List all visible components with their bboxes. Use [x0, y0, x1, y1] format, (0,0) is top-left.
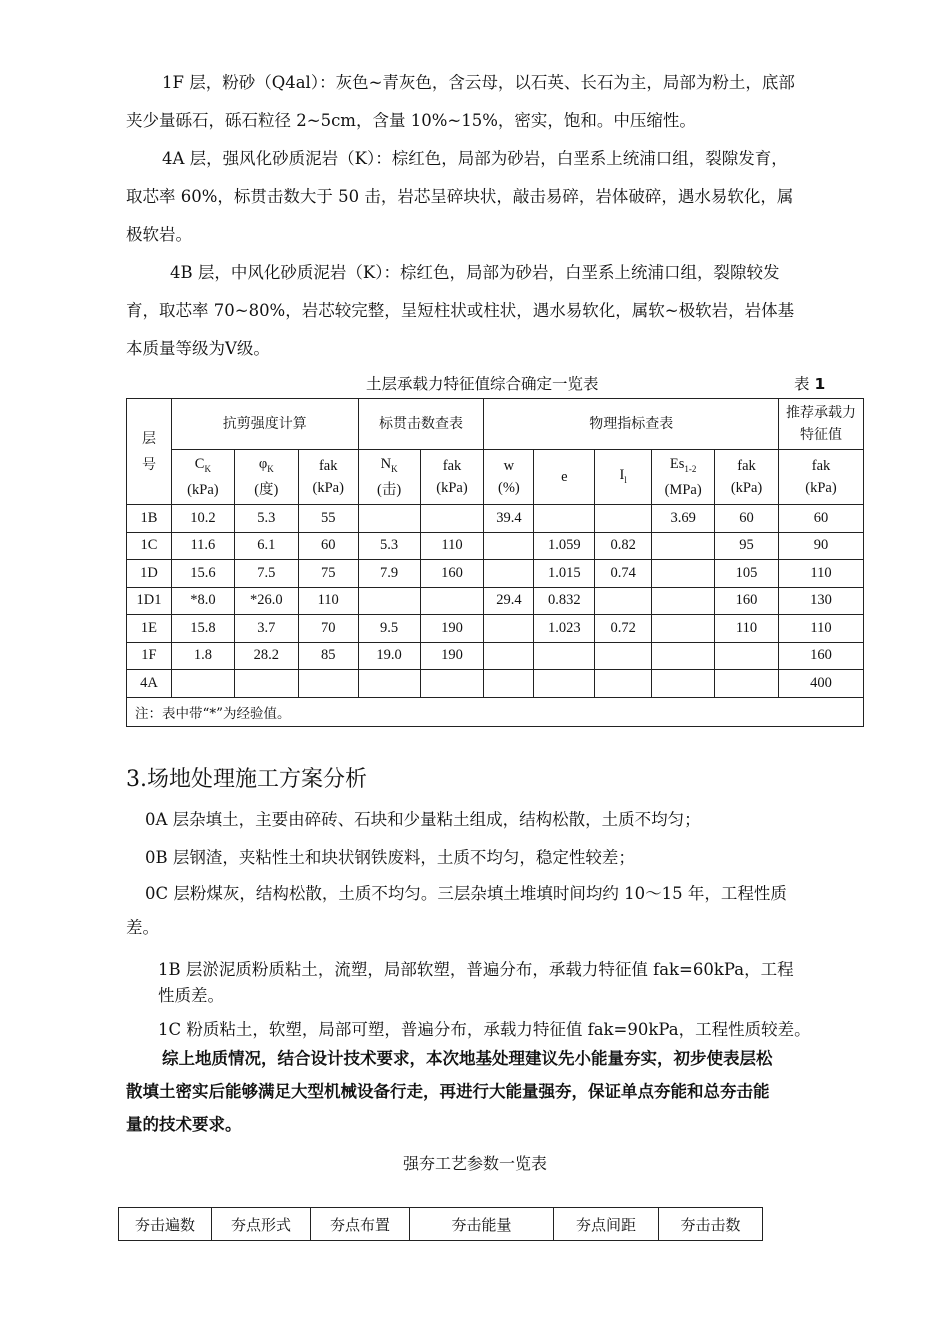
value-cell: 160 — [778, 642, 863, 670]
value-cell — [534, 505, 595, 533]
value-cell: 1.015 — [534, 560, 595, 588]
text-line-1b-cont: 性质差。 — [158, 986, 224, 1005]
col-es-symbol: Es — [669, 455, 685, 472]
value-cell — [358, 670, 420, 698]
table-row — [127, 642, 864, 670]
value-cell — [595, 587, 652, 615]
text-line-0c-cont: 差。 — [126, 918, 159, 937]
value-cell: 6.1 — [234, 532, 298, 560]
summary-line: 综上地质情况，结合设计技术要求，本次地基处理建议先小能量夯实，初步使表层松 — [162, 1049, 773, 1068]
value-cell — [484, 670, 534, 698]
table2-header-cell: 夯点布置 — [311, 1208, 410, 1241]
header-shear: 抗剪强度计算 — [171, 399, 358, 450]
table1-body — [127, 505, 864, 698]
col-fak-phys-unit: (kPa) — [730, 480, 763, 496]
col-fak-shear — [298, 450, 358, 505]
col-fak-shear-unit: (kPa) — [312, 480, 344, 496]
col-ck-sub: K — [204, 463, 211, 474]
table1-tag — [794, 372, 825, 394]
col-nk-symbol: N — [380, 455, 392, 472]
value-cell: 110 — [778, 615, 863, 643]
value-cell: 11.6 — [171, 532, 234, 560]
col-nk — [358, 450, 420, 505]
header-layer-label: 层号 — [141, 430, 156, 473]
value-cell — [358, 505, 420, 533]
col-il-symbol: I — [619, 466, 625, 483]
layer-cell: 1E — [127, 615, 172, 643]
text-line-0a: 0A 层杂填土，主要由碎砖、石块和少量粘土组成，结构松散，土质不均匀； — [145, 810, 701, 829]
value-cell — [420, 670, 484, 698]
value-cell: 0.82 — [595, 532, 652, 560]
value-cell: 160 — [715, 587, 779, 615]
table1-note: 注：表中带“*”为经验值。 — [127, 697, 864, 726]
value-cell — [652, 560, 715, 588]
bearing-capacity-table — [126, 398, 864, 727]
value-cell: *26.0 — [234, 587, 298, 615]
header-layer — [127, 399, 172, 505]
table-row — [127, 532, 864, 560]
value-cell: 55 — [298, 505, 358, 533]
value-cell: 60 — [298, 532, 358, 560]
value-cell: 15.8 — [171, 615, 234, 643]
table2-header-cell: 夯击击数 — [659, 1208, 763, 1241]
value-cell: 0.74 — [595, 560, 652, 588]
value-cell: 7.5 — [234, 560, 298, 588]
value-cell: 130 — [778, 587, 863, 615]
value-cell: 60 — [715, 505, 779, 533]
value-cell — [420, 505, 484, 533]
col-il-sub: l — [624, 474, 627, 485]
col-es-unit: (MPa) — [664, 482, 702, 499]
value-cell: 75 — [298, 560, 358, 588]
value-cell — [534, 670, 595, 698]
col-w-symbol: w — [503, 458, 515, 474]
header-recommended-label: 推荐承载力特征值 — [785, 405, 856, 443]
col-fak-recommended — [778, 450, 863, 505]
value-cell — [298, 670, 358, 698]
table-row — [127, 505, 864, 533]
paragraph-4a — [126, 140, 826, 254]
value-cell — [484, 532, 534, 560]
col-il — [595, 450, 652, 505]
text-line: 育，取芯率 70~80%，岩芯较完整，呈短柱状或柱状，遇水易软化，属软~极软岩，岩体基 — [126, 301, 795, 320]
text-line: 取芯率 60%，标贯击数大于 50 击，岩芯呈碎块状，敲击易碎，岩体破碎，遇水易软化，属 — [126, 187, 794, 206]
col-es-sub: 1-2 — [684, 463, 697, 474]
paragraph-4b — [126, 254, 826, 368]
text-line: 4B 层，中风化砂质泥岩（K）：棕红色，局部为砂岩，白垩系上统浦口组，裂隙较发 — [170, 263, 780, 282]
value-cell: 5.3 — [234, 505, 298, 533]
text-line: 本质量等级为Ⅴ级。 — [126, 339, 270, 358]
value-cell — [652, 670, 715, 698]
value-cell: 10.2 — [171, 505, 234, 533]
value-cell: 110 — [420, 532, 484, 560]
text-line-1b: 1B 层淤泥质粉质粘土，流塑，局部软塑，普遍分布，承载力特征值 fak=60kPa，工程 — [158, 960, 794, 979]
value-cell: 400 — [778, 670, 863, 698]
value-cell — [652, 615, 715, 643]
col-w-unit: (%) — [498, 480, 520, 496]
value-cell: 110 — [298, 587, 358, 615]
col-fak-spt-symbol: fak — [442, 458, 462, 474]
layer-cell: 1D — [127, 560, 172, 588]
col-fak-phys-symbol: fak — [737, 458, 756, 474]
table2-header-row — [119, 1208, 763, 1241]
value-cell — [595, 642, 652, 670]
value-cell — [234, 670, 298, 698]
value-cell: 90 — [778, 532, 863, 560]
value-cell: 15.6 — [171, 560, 234, 588]
header-recommended — [778, 399, 863, 450]
col-fak-spt-unit: (kPa) — [436, 480, 468, 496]
value-cell: 3.7 — [234, 615, 298, 643]
value-cell — [652, 587, 715, 615]
value-cell — [715, 670, 779, 698]
paragraph-1f — [126, 64, 826, 140]
table-row — [127, 670, 864, 698]
header-spt: 标贯击数查表 — [358, 399, 484, 450]
value-cell — [420, 587, 484, 615]
col-w — [484, 450, 534, 505]
value-cell: 160 — [420, 560, 484, 588]
value-cell: 190 — [420, 615, 484, 643]
summary-line: 量的技术要求。 — [126, 1115, 242, 1134]
value-cell: 19.0 — [358, 642, 420, 670]
table2-caption: 强夯工艺参数一览表 — [402, 1154, 547, 1173]
value-cell: 190 — [420, 642, 484, 670]
value-cell — [595, 670, 652, 698]
col-ck-symbol: C — [194, 455, 205, 472]
layer-cell: 4A — [127, 670, 172, 698]
value-cell — [534, 642, 595, 670]
value-cell: 28.2 — [234, 642, 298, 670]
value-cell — [652, 642, 715, 670]
header-physical: 物理指标查表 — [484, 399, 779, 450]
value-cell — [484, 615, 534, 643]
value-cell: 60 — [778, 505, 863, 533]
col-ck — [171, 450, 234, 505]
col-phi-sub: K — [267, 463, 274, 474]
table2-header-cell: 夯点形式 — [212, 1208, 311, 1241]
text-line: 4A 层，强风化砂质泥岩（K）：棕红色，局部为砂岩，白垩系上统浦口组，裂隙发育， — [162, 149, 788, 168]
value-cell: 3.69 — [652, 505, 715, 533]
text-line: 1F 层，粉砂（Q4al）：灰色~青灰色，含云母，以石英、长石为主，局部为粉土，底部 — [162, 73, 795, 92]
col-ck-unit: (kPa) — [187, 482, 219, 499]
value-cell: 70 — [298, 615, 358, 643]
value-cell: 0.72 — [595, 615, 652, 643]
table1-tag-text: 表 — [794, 375, 810, 393]
col-fak-rec-unit: (kPa) — [805, 480, 837, 496]
value-cell — [595, 505, 652, 533]
table2-header-cell: 夯击遍数 — [119, 1208, 212, 1241]
section-heading: 3.场地处理施工方案分析 — [126, 767, 367, 792]
value-cell: 9.5 — [358, 615, 420, 643]
value-cell — [652, 532, 715, 560]
col-e: e — [534, 450, 595, 505]
value-cell — [484, 642, 534, 670]
table2-header-cell: 夯点间距 — [554, 1208, 659, 1241]
table2-header-cell: 夯击能量 — [410, 1208, 554, 1241]
col-fak-shear-symbol: fak — [318, 458, 338, 474]
table1-caption: 土层承载力特征值综合确定一览表 — [366, 375, 599, 393]
layer-cell: 1F — [127, 642, 172, 670]
text-line: 极软岩。 — [126, 225, 192, 244]
summary-paragraph — [126, 1042, 826, 1141]
value-cell: 1.023 — [534, 615, 595, 643]
col-nk-sub: K — [391, 463, 398, 474]
value-cell: *8.0 — [171, 587, 234, 615]
value-cell: 0.832 — [534, 587, 595, 615]
value-cell — [715, 642, 779, 670]
text-line-0c: 0C 层粉煤灰，结构松散，土质不均匀。三层杂填土堆填时间均约 10～15 年，工程性质 — [145, 884, 787, 903]
col-phi — [234, 450, 298, 505]
value-cell — [484, 560, 534, 588]
value-cell — [358, 587, 420, 615]
value-cell: 95 — [715, 532, 779, 560]
layer-cell: 1C — [127, 532, 172, 560]
col-phi-symbol: φ — [258, 455, 268, 472]
summary-line: 散填土密实后能够满足大型机械设备行走，再进行大能量强夯，保证单点夯能和总夯击能 — [126, 1082, 770, 1101]
col-es — [652, 450, 715, 505]
col-fak-phys — [715, 450, 779, 505]
value-cell: 85 — [298, 642, 358, 670]
table1-tag-num: 1 — [814, 375, 826, 393]
value-cell: 7.9 — [358, 560, 420, 588]
table-row — [127, 560, 864, 588]
value-cell: 1.8 — [171, 642, 234, 670]
value-cell: 29.4 — [484, 587, 534, 615]
text-line-0b: 0B 层钢渣，夹粘性土和块状钢铁废料，土质不均匀，稳定性较差； — [145, 848, 635, 867]
value-cell: 5.3 — [358, 532, 420, 560]
col-nk-unit: (击) — [377, 482, 402, 499]
layer-cell: 1D1 — [127, 587, 172, 615]
value-cell: 39.4 — [484, 505, 534, 533]
value-cell: 105 — [715, 560, 779, 588]
col-fak-spt — [420, 450, 484, 505]
value-cell: 110 — [715, 615, 779, 643]
value-cell: 110 — [778, 560, 863, 588]
col-phi-unit: (度) — [254, 482, 279, 499]
text-line: 夹少量砾石，砾石粒径 2~5cm，含量 10%~15%，密实，饱和。中压缩性。 — [126, 111, 696, 130]
table1-caption-row — [126, 370, 864, 396]
text-line-1c: 1C 粉质粘土，软塑，局部可塑，普遍分布，承载力特征值 fak=90kPa，工程性质较差。 — [158, 1020, 811, 1039]
dynamic-compaction-table — [118, 1207, 763, 1241]
col-fak-rec-symbol: fak — [811, 458, 831, 474]
table-row — [127, 615, 864, 643]
layer-cell: 1B — [127, 505, 172, 533]
table-row — [127, 587, 864, 615]
value-cell: 1.059 — [534, 532, 595, 560]
value-cell — [171, 670, 234, 698]
